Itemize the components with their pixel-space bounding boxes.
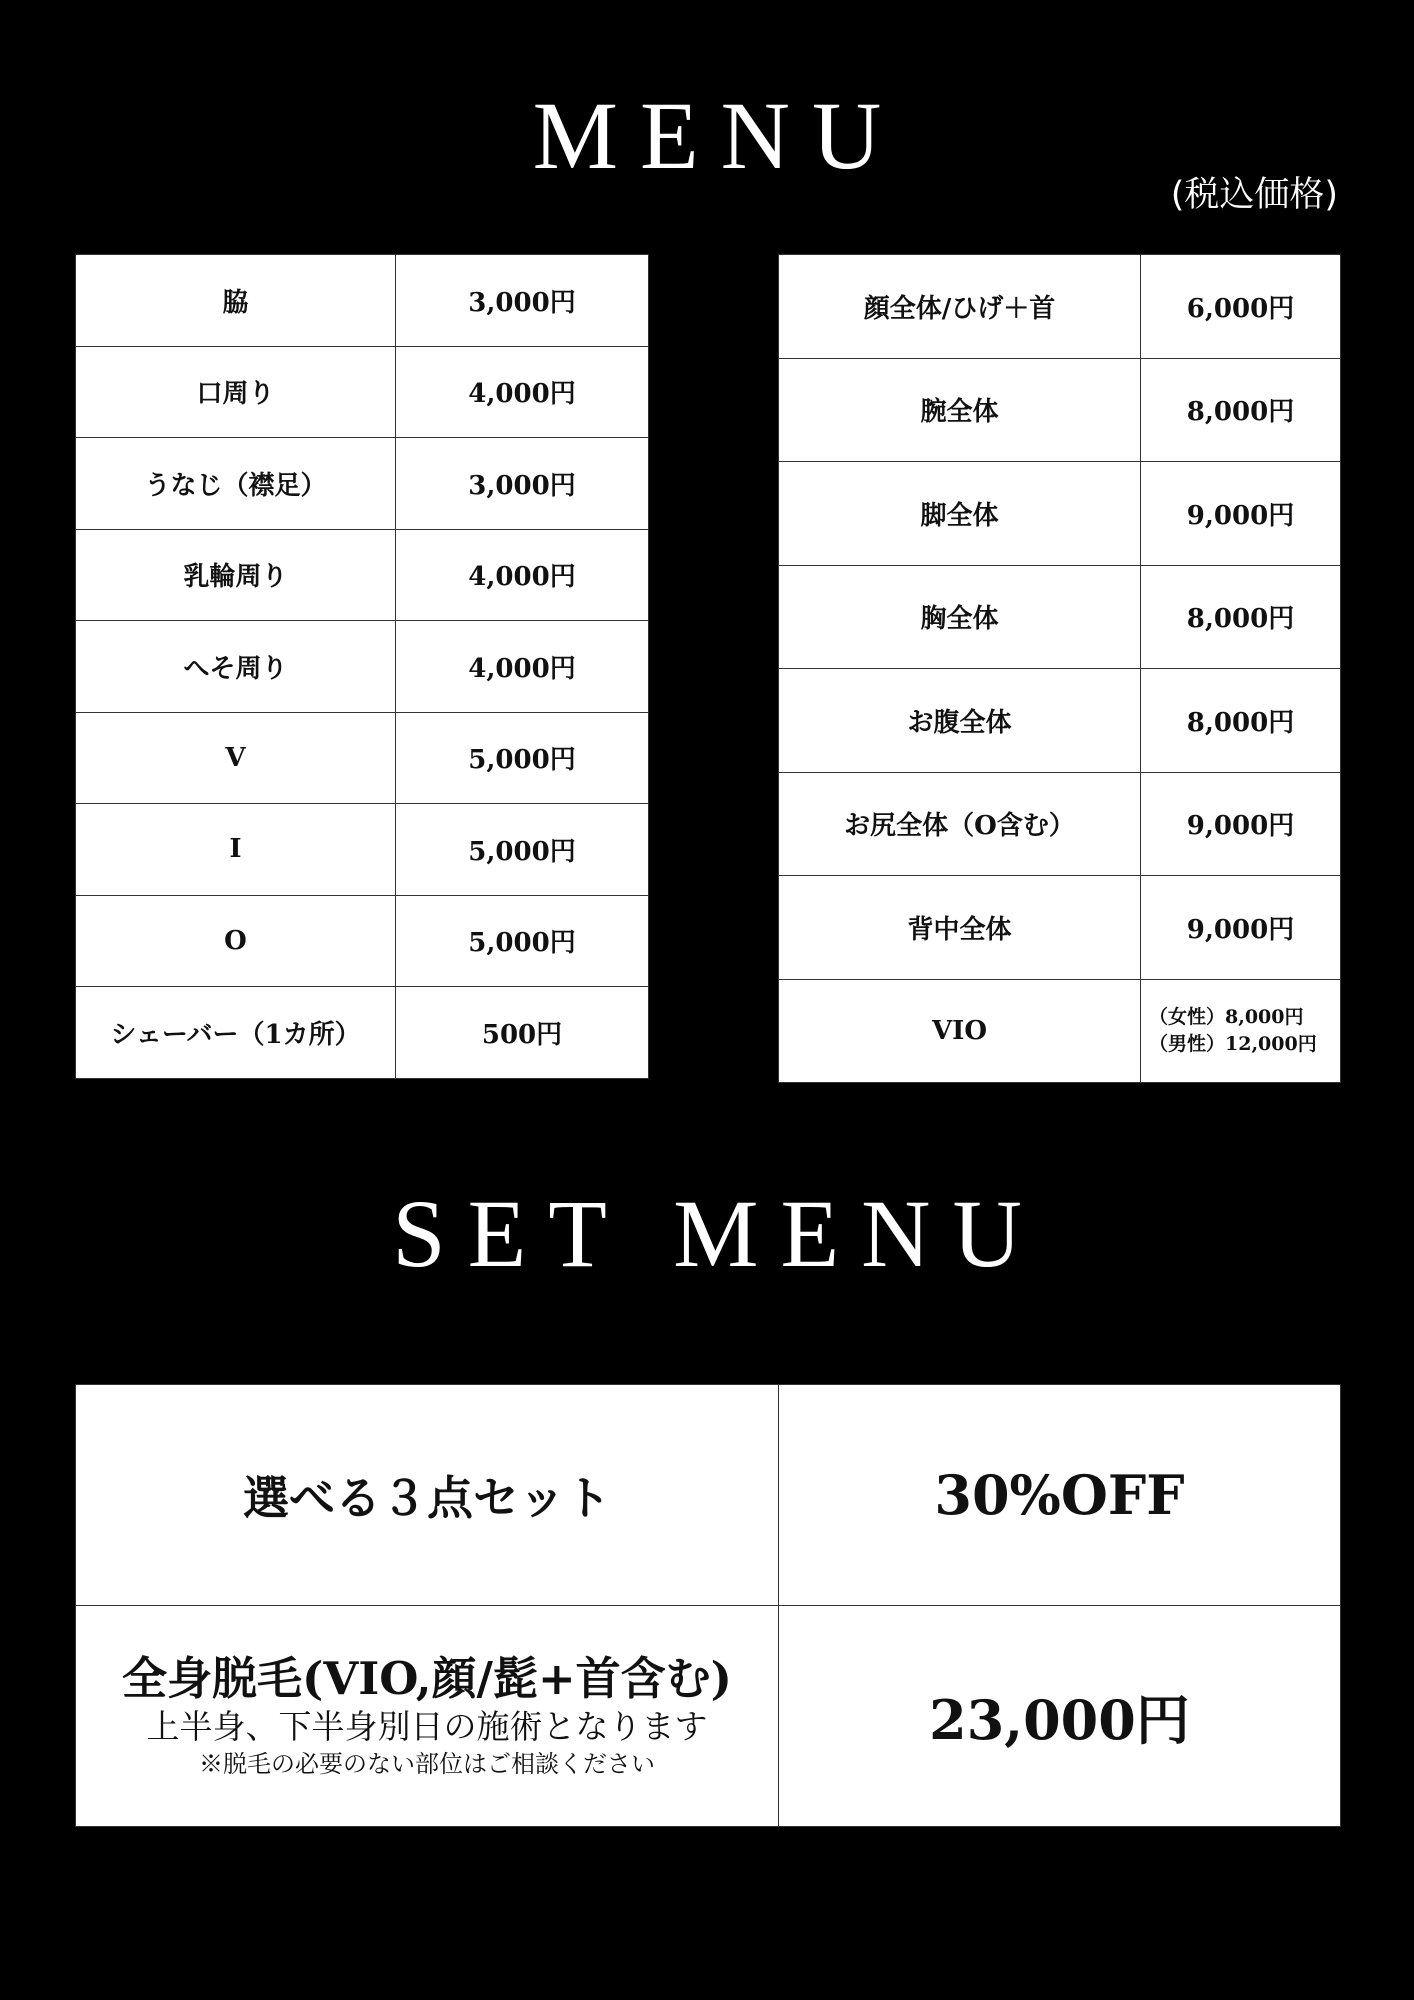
menu-item-name: 口周り <box>76 346 396 438</box>
vio-price-female: （女性）8,000円 <box>1149 1006 1304 1029</box>
menu-row <box>76 987 649 1079</box>
menu-item-name: 胸全体 <box>779 565 1141 669</box>
menu-table-right-body <box>779 255 1341 980</box>
menu-item-price: 8,000円 <box>1141 565 1341 669</box>
menu-row <box>779 669 1341 773</box>
menu-row <box>76 255 649 347</box>
menu-item-name: V <box>76 712 396 804</box>
tax-note: (税込価格) <box>1170 175 1338 215</box>
menu-item-name: お腹全体 <box>779 669 1141 773</box>
set-menu-table <box>75 1384 1341 1827</box>
set-fullbody-price: 23,000円 <box>779 1606 1341 1827</box>
menu-row <box>779 255 1341 359</box>
menu-item-price: 4,000円 <box>396 346 649 438</box>
set-row-three-point <box>76 1385 1341 1606</box>
menu-row <box>76 529 649 621</box>
menu-item-price: 3,000円 <box>396 255 649 347</box>
menu-item-name: 背中全体 <box>779 876 1141 980</box>
menu-table-right <box>778 254 1341 1083</box>
menu-item-price: 9,000円 <box>1141 772 1341 876</box>
menu-item-name: うなじ（襟足） <box>76 438 396 530</box>
menu-item-price: 8,000円 <box>1141 669 1341 773</box>
set-menu-title: SET MENU <box>392 1180 1044 1287</box>
menu-item-price: 3,000円 <box>396 438 649 530</box>
set-fullbody-note: ※脱毛の必要のない部位はご相談ください <box>199 1749 655 1778</box>
menu-row <box>779 876 1341 980</box>
set-item-price: 30%OFF <box>779 1385 1341 1606</box>
menu-item-name: シェーバー（1カ所） <box>76 987 396 1079</box>
set-item-name: 選べる３点セット <box>76 1385 779 1606</box>
menu-item-name: へそ周り <box>76 621 396 713</box>
menu-item-price: 5,000円 <box>396 895 649 987</box>
menu-item-name: 脚全体 <box>779 462 1141 566</box>
menu-item-name: 腕全体 <box>779 358 1141 462</box>
menu-item-price: 9,000円 <box>1141 876 1341 980</box>
menu-item-name: I <box>76 804 396 896</box>
menu-item-price: 6,000円 <box>1141 255 1341 359</box>
menu-row-vio <box>779 979 1341 1083</box>
menu-item-name: お尻全体（O含む） <box>779 772 1141 876</box>
menu-title: MENU <box>532 82 904 189</box>
menu-item-name-vio: VIO <box>779 979 1141 1083</box>
set-fullbody-subtitle: 上半身、下半身別日の施術となります <box>146 1706 708 1746</box>
menu-item-price: 8,000円 <box>1141 358 1341 462</box>
menu-row <box>779 462 1341 566</box>
menu-item-price: 500円 <box>396 987 649 1079</box>
menu-item-name: 脇 <box>76 255 396 347</box>
set-fullbody-description <box>76 1606 779 1827</box>
menu-item-price: 4,000円 <box>396 529 649 621</box>
menu-item-price-vio <box>1141 979 1341 1083</box>
set-fullbody-title: 全身脱毛(VIO,顔/髭+首含む) <box>122 1651 732 1705</box>
menu-row <box>76 895 649 987</box>
menu-item-name: 乳輪周り <box>76 529 396 621</box>
menu-item-price: 4,000円 <box>396 621 649 713</box>
menu-row <box>76 346 649 438</box>
menu-table-left <box>75 254 649 1079</box>
menu-row <box>779 565 1341 669</box>
menu-item-name: 顔全体/ひげ＋首 <box>779 255 1141 359</box>
menu-item-price: 5,000円 <box>396 804 649 896</box>
vio-row-group <box>779 979 1341 1083</box>
menu-row <box>779 358 1341 462</box>
menu-row <box>76 712 649 804</box>
menu-table-left-body <box>76 255 649 1079</box>
menu-item-price: 9,000円 <box>1141 462 1341 566</box>
menu-row <box>76 804 649 896</box>
set-row-fullbody <box>76 1606 1341 1827</box>
menu-item-price: 5,000円 <box>396 712 649 804</box>
vio-price-male: （男性）12,000円 <box>1149 1032 1317 1055</box>
menu-item-name: O <box>76 895 396 987</box>
menu-row <box>76 438 649 530</box>
menu-row <box>76 621 649 713</box>
menu-row <box>779 772 1341 876</box>
